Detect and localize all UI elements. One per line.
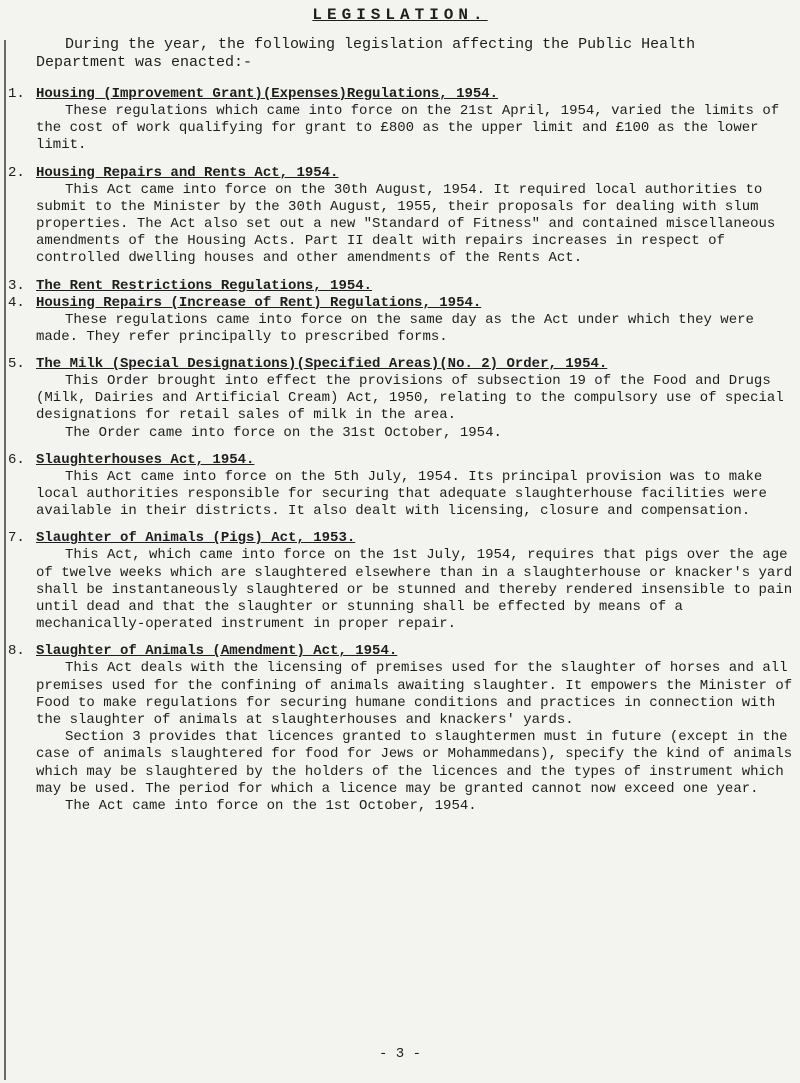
page-heading: LEGISLATION. — [312, 6, 488, 24]
item-paragraph: This Act came into force on the 5th July, 1954. Its principal provision was to make local authorities responsible for securing that adequate slaughterhouse facilities were available in their districts. It also dealt with licensing, closure and compensation. — [36, 468, 767, 520]
legislation-item-2 — [8, 165, 798, 268]
item-number: 1. — [8, 86, 25, 102]
item-paragraph: This Order brought into effect the provisions of subsection 19 of the Food and Drugs (Milk, Dairies and Artificial Cream) Act, 1950, relating to the compulsory use of special designations for retail sales of milk in the area. — [36, 373, 784, 424]
item-paragraph: This Act came into force on the 30th August, 1954. It required local authorities to submit to the Minister by the 30th August, 1955, their proposals for dealing with slum properties. The Act also set out a new "Standard of Fitness" and contained miscellaneous amendments of the Housing Acts. Part II dealt with repairs increases in respect of controlled dwelling houses and other amendments of the Rents Act. — [36, 181, 776, 267]
legislation-list — [8, 86, 798, 825]
page-number: - 3 - — [378, 1046, 421, 1062]
item-number: 5. — [8, 356, 25, 373]
item-paragraph: These regulations came into force on the same day as the Act under which they were made. They refer principally to prescribed forms. — [36, 311, 754, 345]
item-paragraph: The Order came into force on the 31st October, 1954. — [65, 424, 502, 441]
item-paragraph: This Act deals with the licensing of premises used for the slaughter of horses and all premises used for the confining of animals awaiting slaughter. It empowers the Minister of Food to make regulations for securing humane conditions and practices in connection with the slaughter of animals at slaughterhouses and knackers' yards. — [36, 660, 793, 729]
item-title: The Rent Restrictions Regulations, 1954. — [36, 277, 373, 294]
item-paragraph: This Act, which came into force on the 1st July, 1954, requires that pigs over the age of twelve weeks which are slaughtered elsewhere than in a slaughterhouse or knacker's yard shall be instantaneously slaughtered or be stunned and thereby rendered insensible to pain until dead and that the slaughter or stunning shall be effected by means of a mechanically-operated instrument in proper repair. — [36, 547, 793, 633]
item-number: 6. — [8, 451, 25, 468]
item-number: 8. — [8, 643, 25, 660]
item-paragraph: Section 3 provides that licences granted to slaughtermen must in future (except in the case of animals slaughtered for food for Jews or Mohammedans), specify the kind of animals which may be slaughtered by the holders of the licences and the types of instrument which may be used. The period for which a licence may be granted cannot now exceed one year. — [36, 729, 793, 797]
item-number: 7. — [8, 530, 25, 547]
item-title: Slaughter of Animals (Amendment) Act, 1954. — [36, 643, 398, 660]
legislation-item-4 — [8, 295, 798, 346]
item-title: The Milk (Special Designations)(Specified Areas)(No. 2) Order, 1954. — [36, 356, 608, 373]
item-paragraph: These regulations which came into force on the 21st April, 1954, varied the limits of the cost of work qualifying for grant to £800 as the upper limit and £100 as the lower limit. — [36, 103, 780, 154]
item-title: Slaughterhouses Act, 1954. — [36, 451, 255, 468]
page-edge-line — [4, 40, 6, 1080]
legislation-item-8 — [8, 643, 798, 815]
item-number: 2. — [8, 164, 25, 181]
item-title: Housing (Improvement Grant)(Expenses)Regulations, 1954. — [36, 86, 499, 102]
legislation-item-1 — [8, 86, 798, 155]
legislation-item-5 — [8, 356, 798, 442]
item-paragraph: The Act came into force on the 1st October, 1954. — [65, 798, 477, 815]
item-title: Housing Repairs (Increase of Rent) Regulations, 1954. — [36, 294, 482, 311]
item-number: 4. — [8, 294, 25, 311]
legislation-item-6 — [8, 452, 798, 521]
intro-paragraph: During the year, the following legislation affecting the Public Health Department was enacted:- — [36, 36, 696, 71]
legislation-item-3 — [8, 278, 798, 295]
item-number: 3. — [8, 277, 25, 294]
item-title: Slaughter of Animals (Pigs) Act, 1953. — [36, 530, 356, 547]
item-title: Housing Repairs and Rents Act, 1954. — [36, 164, 339, 181]
legislation-item-7 — [8, 530, 798, 633]
